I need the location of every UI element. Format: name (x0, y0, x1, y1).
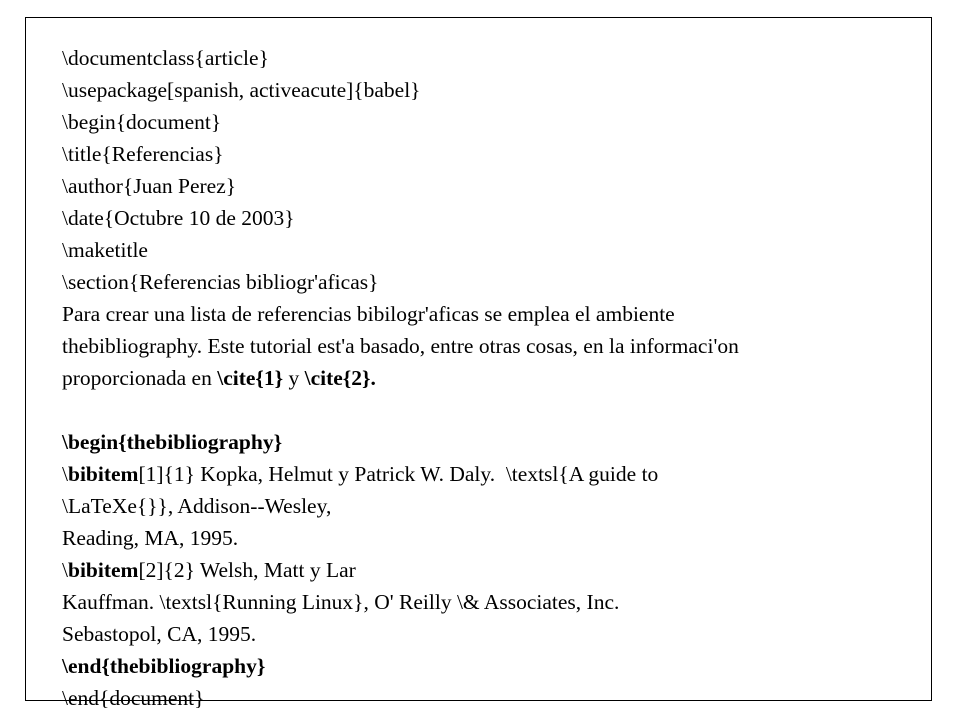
code-segment-bold: \cite{2}. (304, 366, 376, 390)
code-line (62, 42, 931, 74)
code-segment: \documentclass{article} (62, 46, 269, 70)
code-segment: proporcionada en (62, 366, 218, 390)
slide-frame (25, 17, 932, 710)
code-segment: \maketitle (62, 238, 148, 262)
code-line (62, 458, 931, 490)
code-line (62, 202, 931, 234)
code-segment: [2]{2} Welsh, Matt y Lar (138, 558, 356, 582)
code-line (62, 682, 931, 714)
code-segment: thebibliography. Este tutorial est'a basado, entre otras cosas, en la informaci'on (62, 334, 739, 358)
code-segment: Reading, MA, 1995. (62, 526, 239, 550)
code-line (62, 554, 931, 586)
code-line (62, 618, 931, 650)
code-line (62, 650, 931, 682)
code-line (62, 522, 931, 554)
code-segment: Kauffman. \textsl{Running Linux}, O' Reilly \& Associates, Inc. (62, 590, 620, 614)
code-line (62, 106, 931, 138)
code-segment: \end{document} (62, 686, 205, 710)
code-segment: y (283, 366, 305, 390)
code-line (62, 362, 931, 394)
code-line (62, 490, 931, 522)
code-segment: \author{Juan Perez} (62, 174, 237, 198)
code-segment: \title{Referencias} (62, 142, 224, 166)
code-line (62, 74, 931, 106)
code-segment: \ (62, 462, 68, 486)
code-line (62, 330, 931, 362)
code-line (62, 586, 931, 618)
code-line (62, 426, 931, 458)
code-line (62, 298, 931, 330)
code-segment-bold: bibitem (67, 462, 139, 486)
code-segment-bold: \begin{thebibliography} (62, 430, 283, 454)
code-segment: \begin{document} (62, 110, 222, 134)
code-segment-bold: \cite{1} (217, 366, 284, 390)
code-segment-bold: bibitem (67, 558, 139, 582)
code-segment-bold: \end{thebibliography} (62, 654, 266, 678)
latex-source-listing (62, 42, 931, 714)
code-segment: \date{Octubre 10 de 2003} (62, 206, 295, 230)
code-line (62, 138, 931, 170)
code-line (62, 266, 931, 298)
code-segment: \usepackage[spanish, activeacute]{babel} (62, 78, 421, 102)
code-line (62, 394, 931, 426)
code-segment: Sebastopol, CA, 1995. (62, 622, 257, 646)
code-segment: \LaTeXe{}}, Addison--Wesley, (62, 494, 332, 518)
code-line (62, 234, 931, 266)
code-segment: \ (62, 558, 68, 582)
code-segment: [1]{1} Kopka, Helmut y Patrick W. Daly. \textsl{A guide to (138, 462, 659, 486)
code-line (62, 170, 931, 202)
code-segment: Para crear una lista de referencias bibilogr'aficas se emplea el ambiente (62, 302, 675, 326)
code-segment: \section{Referencias bibliogr'aficas} (62, 270, 379, 294)
